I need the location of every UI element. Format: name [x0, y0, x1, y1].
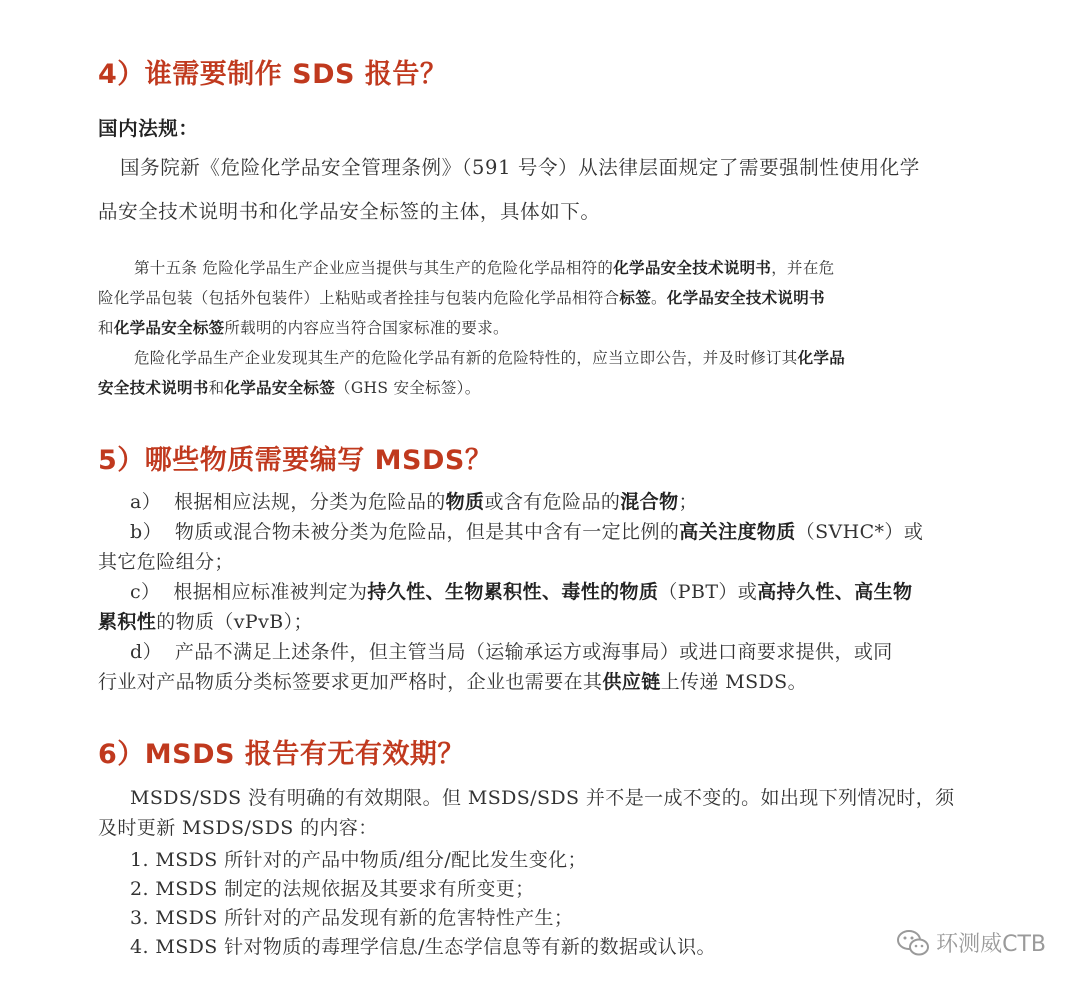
section-6-intro-line-2: 及时更新 MSDS/SDS 的内容： — [98, 817, 378, 839]
article-15-line-4: 危险化学品生产企业发现其生产的危险化学品有新的危险特性的，应当立即公告，并及时修订其化学品 — [134, 348, 846, 367]
watermark — [896, 927, 1046, 958]
watermark-text: 环测威CTB — [936, 932, 1046, 957]
section-4-intro-line-1: 国务院新《危险化学品安全管理条例》（591 号令）从法律层面规定了需要强制性使用化学 — [120, 156, 920, 179]
item-c-line-2: 累积性的物质（vPvB）； — [98, 611, 313, 633]
update-condition-1: 1. MSDS 所针对的产品中物质/组分/配比发生变化； — [130, 849, 587, 871]
article-15-line-1: 第十五条 危险化学品生产企业应当提供与其生产的危险化学品相符的化学品安全技术说明书，并在危 — [134, 258, 835, 277]
section-4-heading: 4）谁需要制作 SDS 报告？ — [98, 59, 448, 90]
item-d-line-1: d） 产品不满足上述条件，但主管当局（运输承运方或海事局）或进口商要求提供，或同 — [130, 641, 893, 663]
wechat-icon — [896, 929, 930, 957]
update-condition-3: 3. MSDS 所针对的产品发现有新的危害特性产生； — [130, 907, 574, 929]
article-15-line-2: 险化学品包装（包括外包装件）上粘贴或者拴挂与包装内危险化学品相符合标签。化学品安全技术说明书 — [98, 288, 825, 307]
item-c-line-1: c） 根据相应标准被判定为持久性、生物累积性、毒性的物质（PBT）或高持久性、高生物 — [130, 581, 913, 603]
item-b-line-2: 其它危险组分； — [98, 551, 234, 573]
section-6-intro-line-1: MSDS/SDS 没有明确的有效期限。但 MSDS/SDS 并不是一成不变的。如出现下列情况时，须 — [130, 787, 955, 809]
update-condition-4: 4. MSDS 针对物质的毒理学信息/生态学信息等有新的数据或认识。 — [130, 936, 716, 958]
item-a: a） 根据相应法规，分类为危险品的物质或含有危险品的混合物； — [130, 491, 698, 513]
section-5-heading: 5）哪些物质需要编写 MSDS？ — [98, 445, 493, 476]
article-15-line-3: 和化学品安全标签所载明的内容应当符合国家标准的要求。 — [98, 318, 509, 337]
section-4-intro-line-2: 品安全技术说明书和化学品安全标签的主体，具体如下。 — [98, 200, 601, 223]
item-b-line-1: b） 物质或混合物未被分类为危险品，但是其中含有一定比例的高关注度物质（SVHC*）或 — [130, 521, 924, 543]
article-15-line-5: 安全技术说明书和化学品安全标签（GHS 安全标签）。 — [98, 378, 481, 397]
domestic-regulation-subheading: 国内法规： — [98, 117, 199, 140]
update-condition-2: 2. MSDS 制定的法规依据及其要求有所变更； — [130, 878, 535, 900]
section-6-heading: 6）MSDS 报告有无有效期？ — [98, 739, 465, 770]
item-d-line-2: 行业对产品物质分类标签要求更加严格时，企业也需要在其供应链上传递 MSDS。 — [98, 671, 807, 693]
